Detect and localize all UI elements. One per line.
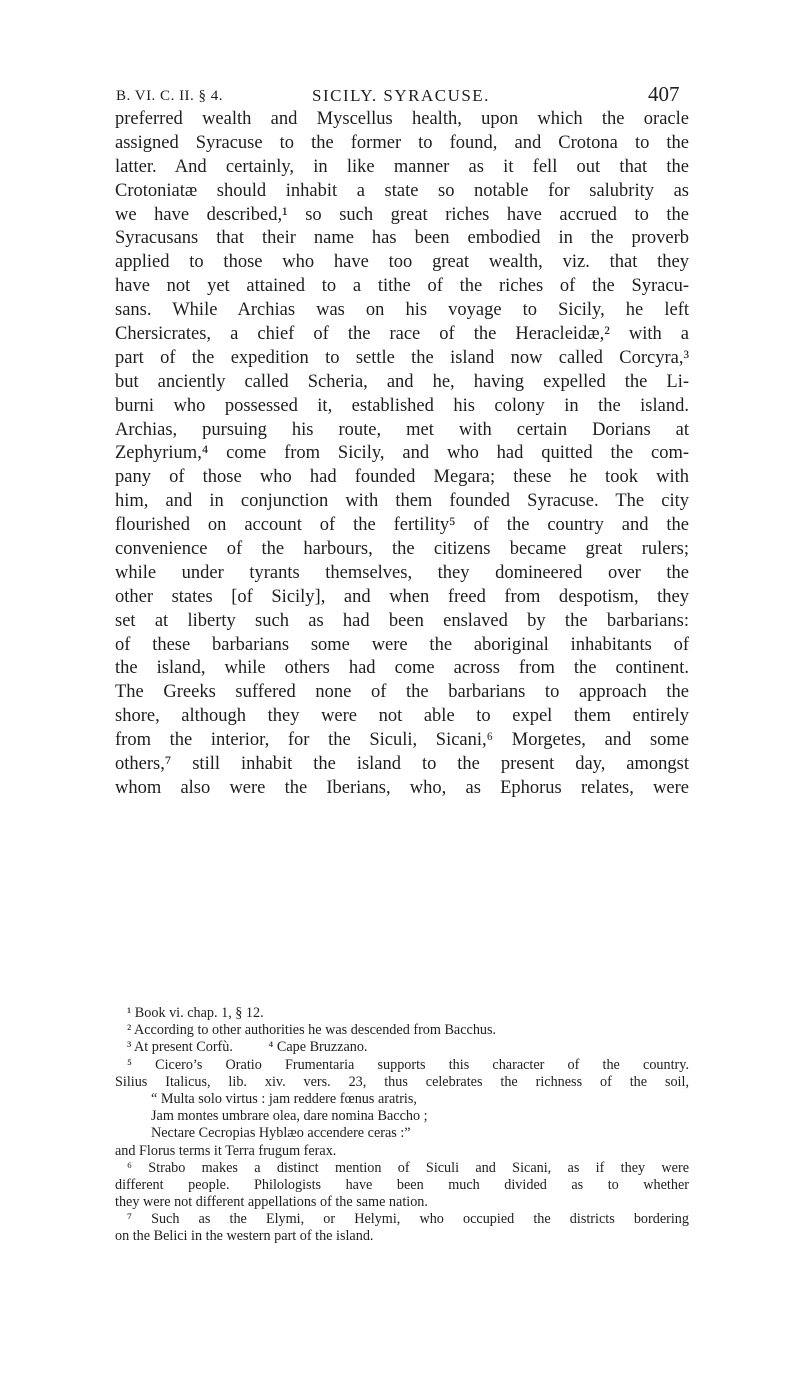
text-line: sans. While Archias was on his voyage to Sicily, he left [115,300,689,321]
main-text [115,108,689,801]
text-line: Archias, pursuing his route, met with certain Dorians at [115,419,689,440]
footnote-verse-line: “ Multa solo virtus : jam reddere fœnus aratris, [151,1090,417,1107]
text-line: from the interior, for the Siculi, Sicani,⁶ Morgetes, and some [115,730,689,751]
footnotes [115,1005,689,1246]
text-line: pany of those who had founded Megara; these he took with [115,467,689,488]
text-line: assigned Syracuse to the former to found, and Crotona to the [115,132,689,153]
running-header-reference: B. VI. C. II. § 4. [116,88,224,104]
footnote-6: ⁶ Strabo makes a distinct mention of Siculi and Sicani, as if they were [127,1159,689,1176]
footnote-7-continued: on the Belici in the western part of the island. [115,1228,374,1245]
text-line: of these barbarians some were the aboriginal inhabitants of [115,634,689,655]
footnote-7: ⁷ Such as the Elymi, or Helymi, who occupied the districts bordering [127,1211,689,1228]
text-line: Zephyrium,⁴ come from Sicily, and who had quitted the com- [115,443,689,464]
footnote-verse-line: Jam montes umbrare olea, dare nomina Baccho ; [151,1108,428,1125]
text-line: we have described,¹ so such great riches have accrued to the [115,204,689,225]
text-line: set at liberty such as had been enslaved by the barbarians: [115,610,689,631]
text-line: latter. And certainly, in like manner as it fell out that the [115,156,689,177]
text-line: convenience of the harbours, the citizens became great rulers; [115,539,689,560]
text-line: Chersicrates, a chief of the race of the Heracleidæ,² with a [115,324,689,345]
footnote-6-continued: they were not different appellations of the same nation. [115,1194,428,1211]
text-line: Crotoniatæ should inhabit a state so notable for salubrity as [115,180,689,201]
text-line: other states [of Sicily], and when freed from despotism, they [115,586,689,607]
text-line: the island, while others had come across from the continent. [115,658,689,679]
footnote-1: ¹ Book vi. chap. 1, § 12. [127,1005,264,1021]
footnote-5: ⁵ Cicero’s Oratio Frumentaria supports this character of the country. [127,1056,689,1073]
footnote-5-continued: Silius Italicus, lib. xiv. vers. 23, thus celebrates the richness of the soil, [115,1073,689,1090]
text-line: others,⁷ still inhabit the island to the present day, amongst [115,754,689,775]
text-line: while under tyrants themselves, they domineered over the [115,562,689,583]
text-line: have not yet attained to a tithe of the riches of the Syracu- [115,276,689,297]
text-line: whom also were the Iberians, who, as Ephorus relates, were [115,777,689,798]
page-number: 407 [648,82,680,106]
text-line: part of the expedition to settle the island now called Corcyra,³ [115,347,689,368]
text-line: him, and in conjunction with them founded Syracuse. The city [115,491,689,512]
footnote-verse-line: Nectare Cecropias Hyblæo accendere ceras :” [151,1125,411,1142]
footnote-3-4: ³ At present Corfù. ⁴ Cape Bruzzano. [127,1039,368,1056]
text-line: flourished on account of the fertility⁵ of the country and the [115,515,689,536]
text-line: preferred wealth and Myscellus health, upon which the oracle [115,109,689,129]
text-line: The Greeks suffered none of the barbarians to approach the [115,682,689,703]
text-line: but anciently called Scheria, and he, having expelled the Li- [115,371,689,392]
footnote-5-continued: and Florus terms it Terra frugum ferax. [115,1142,337,1159]
footnote-2: ² According to other authorities he was descended from Bacchus. [127,1022,497,1039]
running-header-title: SICILY. SYRACUSE. [312,86,490,105]
text-line: shore, although they were not able to expel them entirely [115,706,689,727]
footnote-6-continued: different people. Philologists have been much divided as to whether [115,1176,689,1193]
text-line: Syracusans that their name has been embodied in the proverb [115,228,689,249]
text-line: applied to those who have too great wealth, viz. that they [115,252,689,273]
text-line: burni who possessed it, established his colony in the island. [115,395,689,416]
